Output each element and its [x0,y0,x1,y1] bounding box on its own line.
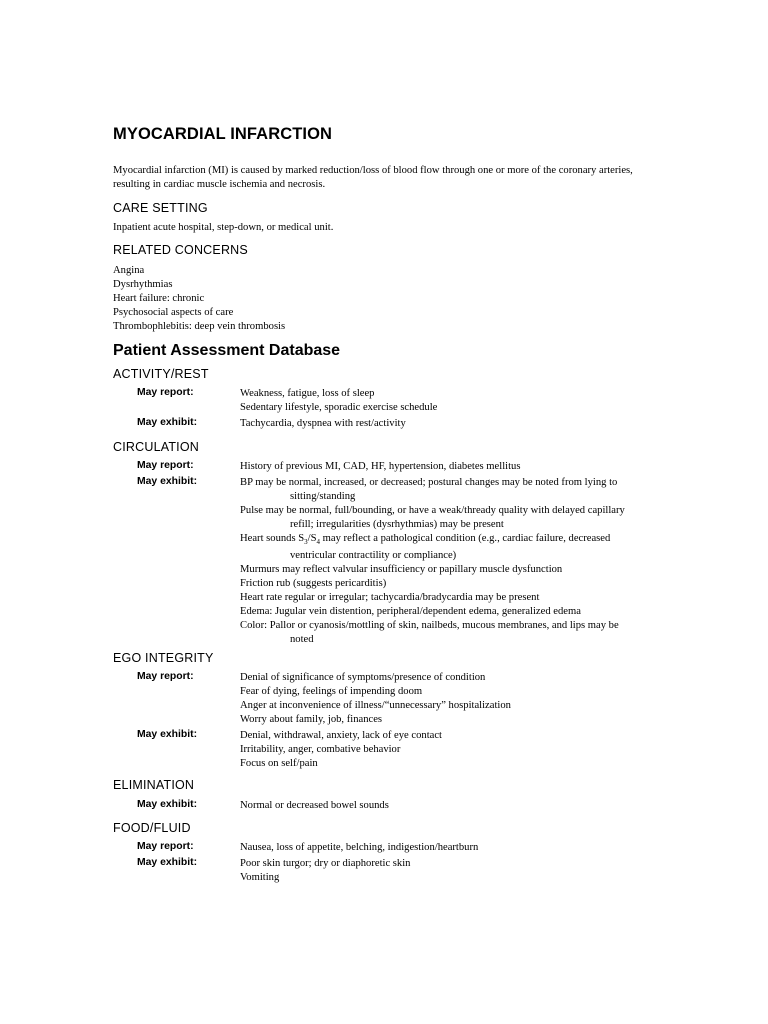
exhibit-item: BP may be normal, increased, or decreased; postural changes may be noted from lying to sitting/standing [240,477,618,502]
section-heading-circulation: CIRCULATION [113,440,200,454]
exhibit-item: Pulse may be normal, full/bounding, or have a weak/thready quality with delayed capillary refill; irregularities (dysrhythmias) may be present [240,505,625,530]
section-heading-food: FOOD/FLUID [113,821,191,835]
related-item: Heart failure: chronic [113,293,205,304]
ego-report-items: Denial of significance of symptoms/presence of condition Fear of dying, feelings of impending doom Anger at inconvenience of illness/“unnecessary” hospitalization Worry about family, job, finances [240,672,511,725]
exhibit-item: Color: Pallor or cyanosis/mottling of skin, nailbeds, mucous membranes, and lips may be noted [240,620,619,646]
elimination-exhibit-items: Normal or decreased bowel sounds [240,800,389,811]
related-concerns-heading: RELATED CONCERNS [113,243,248,257]
circulation-exhibit-items [240,476,656,647]
related-item: Dysrhythmias [113,279,173,290]
intro-paragraph: Myocardial infarction (MI) is caused by marked reduction/loss of blood flow through one or more of the coronary arteries, resulting in cardiac muscle ischemia and necrosis. [113,165,633,190]
may-exhibit-label: May exhibit: [137,857,198,868]
exhibit-item: Edema: Jugular vein distention, peripheral/dependent edema, generalized edema [240,606,581,618]
food-exhibit-items: Poor skin turgor; dry or diaphoretic skin Vomiting [240,858,411,883]
care-setting-heading: CARE SETTING [113,201,208,215]
activity-report-items: Weakness, fatigue, loss of sleep Sedentary lifestyle, sporadic exercise schedule [240,388,438,413]
may-report-label: May report: [137,671,194,682]
exhibit-item: Murmurs may reflect valvular insufficiency or papillary muscle dysfunction [240,564,563,576]
exhibit-item: Friction rub (suggests pericarditis) [240,578,387,590]
care-setting-text: Inpatient acute hospital, step-down, or medical unit. [113,222,334,233]
may-report-label: May report: [137,387,194,398]
may-exhibit-label: May exhibit: [137,417,198,428]
ego-exhibit-items: Denial, withdrawal, anxiety, lack of eye contact Irritability, anger, combative behavior Focus on self/pain [240,730,442,769]
may-exhibit-label: May exhibit: [137,799,198,810]
may-report-label: May report: [137,841,194,852]
food-report-items: Nausea, loss of appetite, belching, indigestion/heartburn [240,842,479,853]
may-exhibit-label: May exhibit: [137,729,198,740]
related-item: Thrombophlebitis: deep vein thrombosis [113,321,286,332]
may-exhibit-label: May exhibit: [137,476,198,487]
exhibit-item: Heart rate regular or irregular; tachycardia/bradycardia may be present [240,592,540,604]
exhibit-item: Heart sounds $S_3/S_4$ may reflect a pathological condition (e.g., cardiac failure, decreased ventricular contractility or compliance) [240,533,611,562]
related-item: Angina [113,265,145,276]
activity-exhibit-items: Tachycardia, dyspnea with rest/activity [240,418,406,429]
page-title: MYOCARDIAL INFARCTION [113,125,333,143]
section-heading-elimination: ELIMINATION [113,778,195,792]
circulation-report-items: History of previous MI, CAD, HF, hypertension, diabetes mellitus [240,461,521,472]
may-report-label: May report: [137,460,194,471]
related-item: Psychosocial aspects of care [113,307,234,318]
section-heading-activity: ACTIVITY/REST [113,367,209,381]
section-heading-ego: EGO INTEGRITY [113,651,214,665]
related-concerns-list [113,264,285,334]
database-title: Patient Assessment Database [113,342,341,359]
